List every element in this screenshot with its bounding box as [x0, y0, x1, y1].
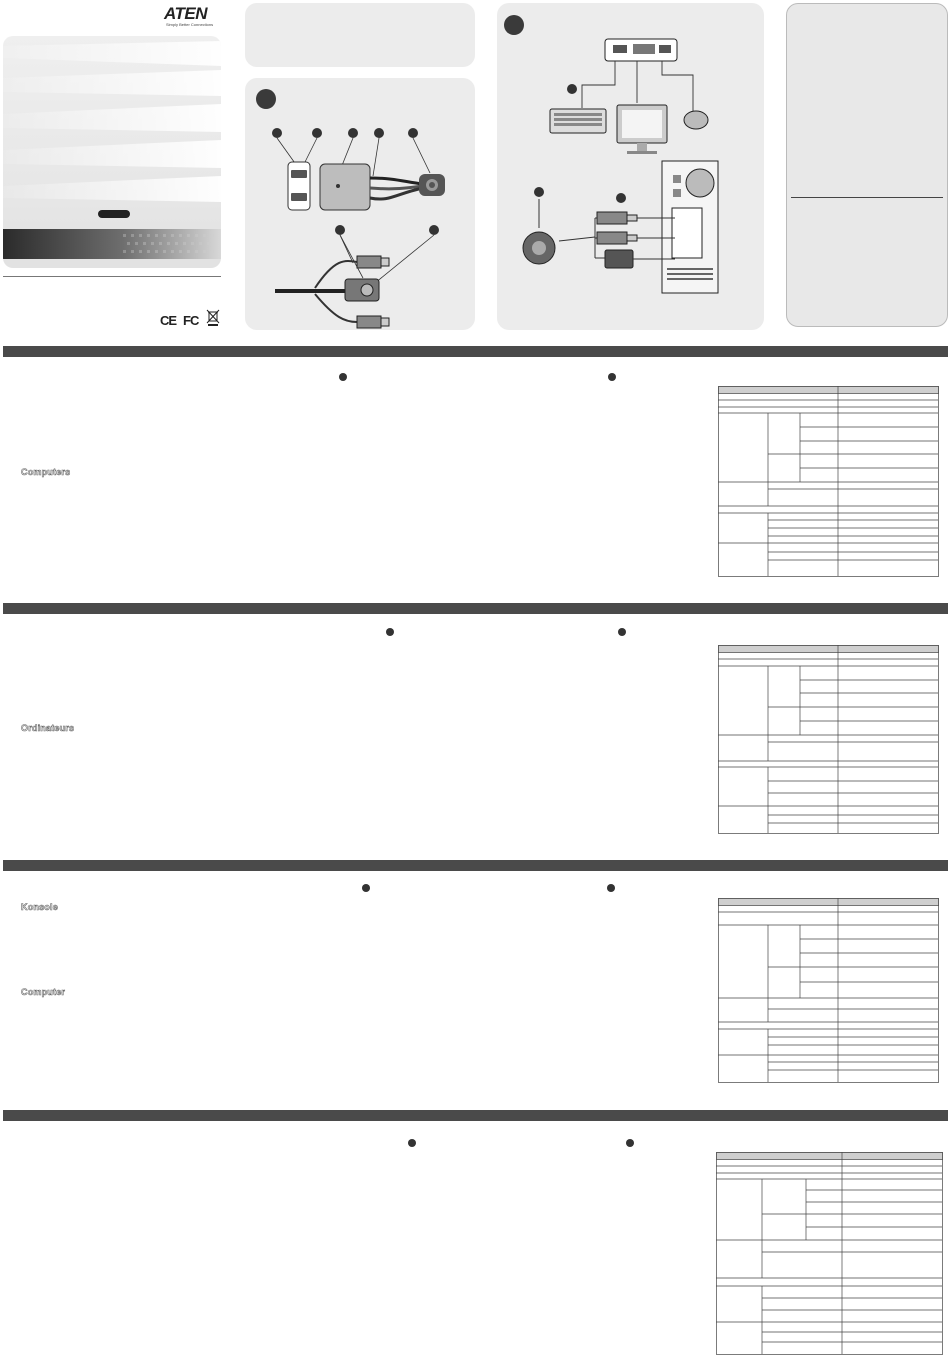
fc-mark: FC	[183, 313, 199, 328]
section-marker	[386, 628, 394, 636]
section-heading: Computers	[21, 467, 71, 477]
section-bar-fr	[3, 603, 948, 614]
spec-table-es	[716, 1152, 942, 1361]
section-marker	[362, 884, 370, 892]
section-marker	[408, 1139, 416, 1147]
package-contents-panel	[786, 3, 948, 327]
brand-logo: ATEN	[164, 4, 208, 23]
crossed-bin-icon	[206, 309, 220, 332]
cover-divider	[3, 276, 221, 277]
panel-divider	[791, 197, 943, 198]
brand-tagline: Simply Better Connections	[166, 22, 214, 27]
hardware-review-diagram	[245, 78, 475, 330]
cover-artwork	[3, 36, 221, 268]
section-marker	[608, 373, 616, 381]
spec-table-de	[718, 898, 938, 1089]
section-bar-en	[3, 346, 948, 357]
section-bar-de	[3, 860, 948, 871]
section-marker	[626, 1139, 634, 1147]
intro-panel	[245, 3, 475, 67]
section-heading: Computer	[21, 987, 66, 997]
hardware-review-panel	[245, 78, 475, 330]
spec-table-en	[718, 386, 938, 583]
section-heading: Konsole	[21, 902, 58, 912]
section-marker	[339, 373, 347, 381]
spec-table-fr	[718, 645, 938, 840]
installation-diagram	[497, 3, 764, 330]
section-bar-es	[3, 1110, 948, 1121]
section-heading: Ordinateurs	[21, 723, 75, 733]
ce-mark: CE	[160, 313, 177, 328]
section-marker	[618, 628, 626, 636]
installation-panel	[497, 3, 764, 330]
section-marker	[607, 884, 615, 892]
